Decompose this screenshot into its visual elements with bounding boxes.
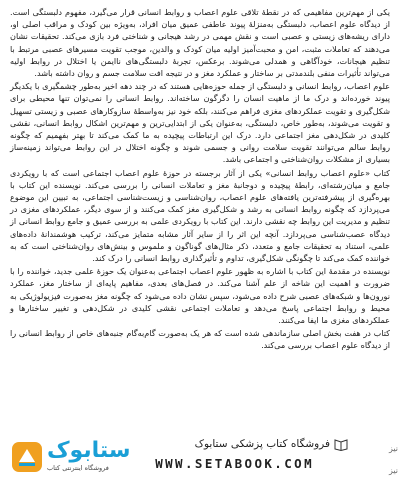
paragraph-1: یکی از مهم‌ترین مفاهیمی که در نقطهٔ تلاقی علوم اعصاب و روابط انسانی قرار می‌گیرد، مفهوم دلبستگی است. از دیدگاه علوم اعصاب، دلبستگی به‌منزلهٔ پیوند عاطفی عمیق میان افراد، به‌ویژه بین کودک و مراقب اصلی او، دارای ریشه‌های زیستی و عصبی است و نقش مهمی در رشد هیجانی و شناختی فرد بازی می‌کند. تحقیقات نشان می‌دهند که تعاملات مثبت، امن و محبت‌آمیز اولیه میان کودک و والدین، موجب تقویت مسیرهای عصبی مرتبط با تنظیم هیجانات، خودآگاهی و همدلی می‌شوند. برعکس، تجربهٔ دلبستگی‌های ناایمن یا اختلال در روابط اولیه می‌تواند تأثیرات منفی بلندمدتی بر ساختار و عملکرد مغز و در نتیجه افت سلامت جسم و روان داشته باشد. xyxy=(10,7,390,79)
paragraph-3: کتاب «علوم اعصاب روابط انسانی» یکی از آثار برجسته در حوزهٔ علوم اعصاب اجتماعی است که با رویکردی جامع و میان‌رشته‌ای، رابطهٔ پیچیده و دوجانبهٔ مغز و تعاملات انسانی را بررسی می‌کند. نویسنده این کتاب با بهره‌گیری از پیشرفته‌ترین یافته‌های علوم اعصاب، روان‌شناسی و زیست‌شناسی اجتماعی، به تبیین این موضوع می‌پردازد که چگونه روابط انسانی به رشد و شکل‌گیری مغز کمک می‌کنند و از سوی دیگر، عملکردهای مغزی در تنظیم و مدیریت این روابط چه نقشی دارند. این کتاب با رویکردی علمی به بررسی عمیق و جامع روابط انسانی از دیدگاه عصب‌شناسی می‌پردازد. آنچه این اثر را از سایر آثار مشابه متمایز می‌کند، ترکیب هوشمندانهٔ داده‌های علمی، استناد به تحقیقات جامع و متعدد، ذکر مثال‌های گوناگون و ملموس و بینش‌های روان‌شناختی است که به خواننده کمک می‌کند تا چگونگی شکل‌گیری، تداوم و تأثیرگذاری روابط انسانی را درک کند. xyxy=(10,167,390,264)
margin-note-1: نیز xyxy=(388,444,398,453)
paragraph-2: علوم اعصاب، روابط انسانی و دلبستگی از جمله حوزه‌هایی هستند که در چند دهه اخیر به‌طور چشمگیری با یکدیگر پیوند خورده‌اند و درک ما از ماهیت انسان را دگرگون ساخته‌اند. روابط انسانی را نمی‌توان تنها محیطی برای شکل‌گیری و تقویت عملکردهای مغزی فراهم می‌کنند، بلکه خود نیز به‌واسطهٔ سازوکارهای عصبی و زیستی تسهیل و تقویت می‌شوند، به‌طور خاص، دلبستگی، به‌عنوان یکی از ابتدایی‌ترین و مهم‌ترین اشکال روابط انسانی، نقشی کلیدی در شکل‌دهی مغز اجتماعی دارد. درک این ارتباطات پیچیده به ما کمک می‌کند تا بهتر بفهمیم که چگونه روابط سالم می‌توانند تقویت سلامت روانی و جسمی شوند و چگونه اختلال در این روابط می‌تواند زمینه‌ساز بسیاری از مشکلات روان‌شناختی و اجتماعی باشد. xyxy=(10,81,390,165)
book-icon xyxy=(334,437,348,451)
footer-watermark xyxy=(0,424,400,497)
body-text xyxy=(10,6,390,352)
logo-wordmark: ستابوک xyxy=(47,438,131,463)
margin-note-2: نیز xyxy=(388,466,398,475)
logo-subtitle: فروشگاه اینترنتی کتاب xyxy=(47,464,109,472)
logo-mark-icon xyxy=(10,440,44,474)
paragraph-4: نویسنده در مقدمهٔ این کتاب با اشاره به ظهور علوم اعصاب اجتماعی به‌عنوان یک حوزهٔ علمی جدید، خواننده را با ضرورت و اهمیت این شاخه از علم آشنا می‌کند. در فصل‌های بعدی، مفاهیم پایه‌ای از ساختار مغز، عملکرد نورون‌ها و شبکه‌های عصبی شرح داده می‌شود، سپس نشان داده می‌شود که چگونه مغز به‌صورت فیزیولوژیکی به محیط و روابط اجتماعی پاسخ می‌دهد و تعاملات اجتماعی نقشی کلیدی در شکل‌دهی و تغییر ساختارها و عملکردهای مغزی ما ایفا می‌کنند. xyxy=(10,266,390,326)
store-name: فروشگاه کتاب پزشکی ستابوک xyxy=(194,438,330,450)
store-url-link[interactable]: WWW.SETABOOK.COM xyxy=(155,456,314,471)
paragraph-5: کتاب در هفت بخش اصلی سازماندهی شده است که هر یک به‌صورت گام‌به‌گام جنبه‌های خاص از روابط انسانی را از دیدگاه علوم اعصاب بررسی می‌کند. xyxy=(10,328,390,351)
setabook-logo[interactable] xyxy=(10,438,131,476)
